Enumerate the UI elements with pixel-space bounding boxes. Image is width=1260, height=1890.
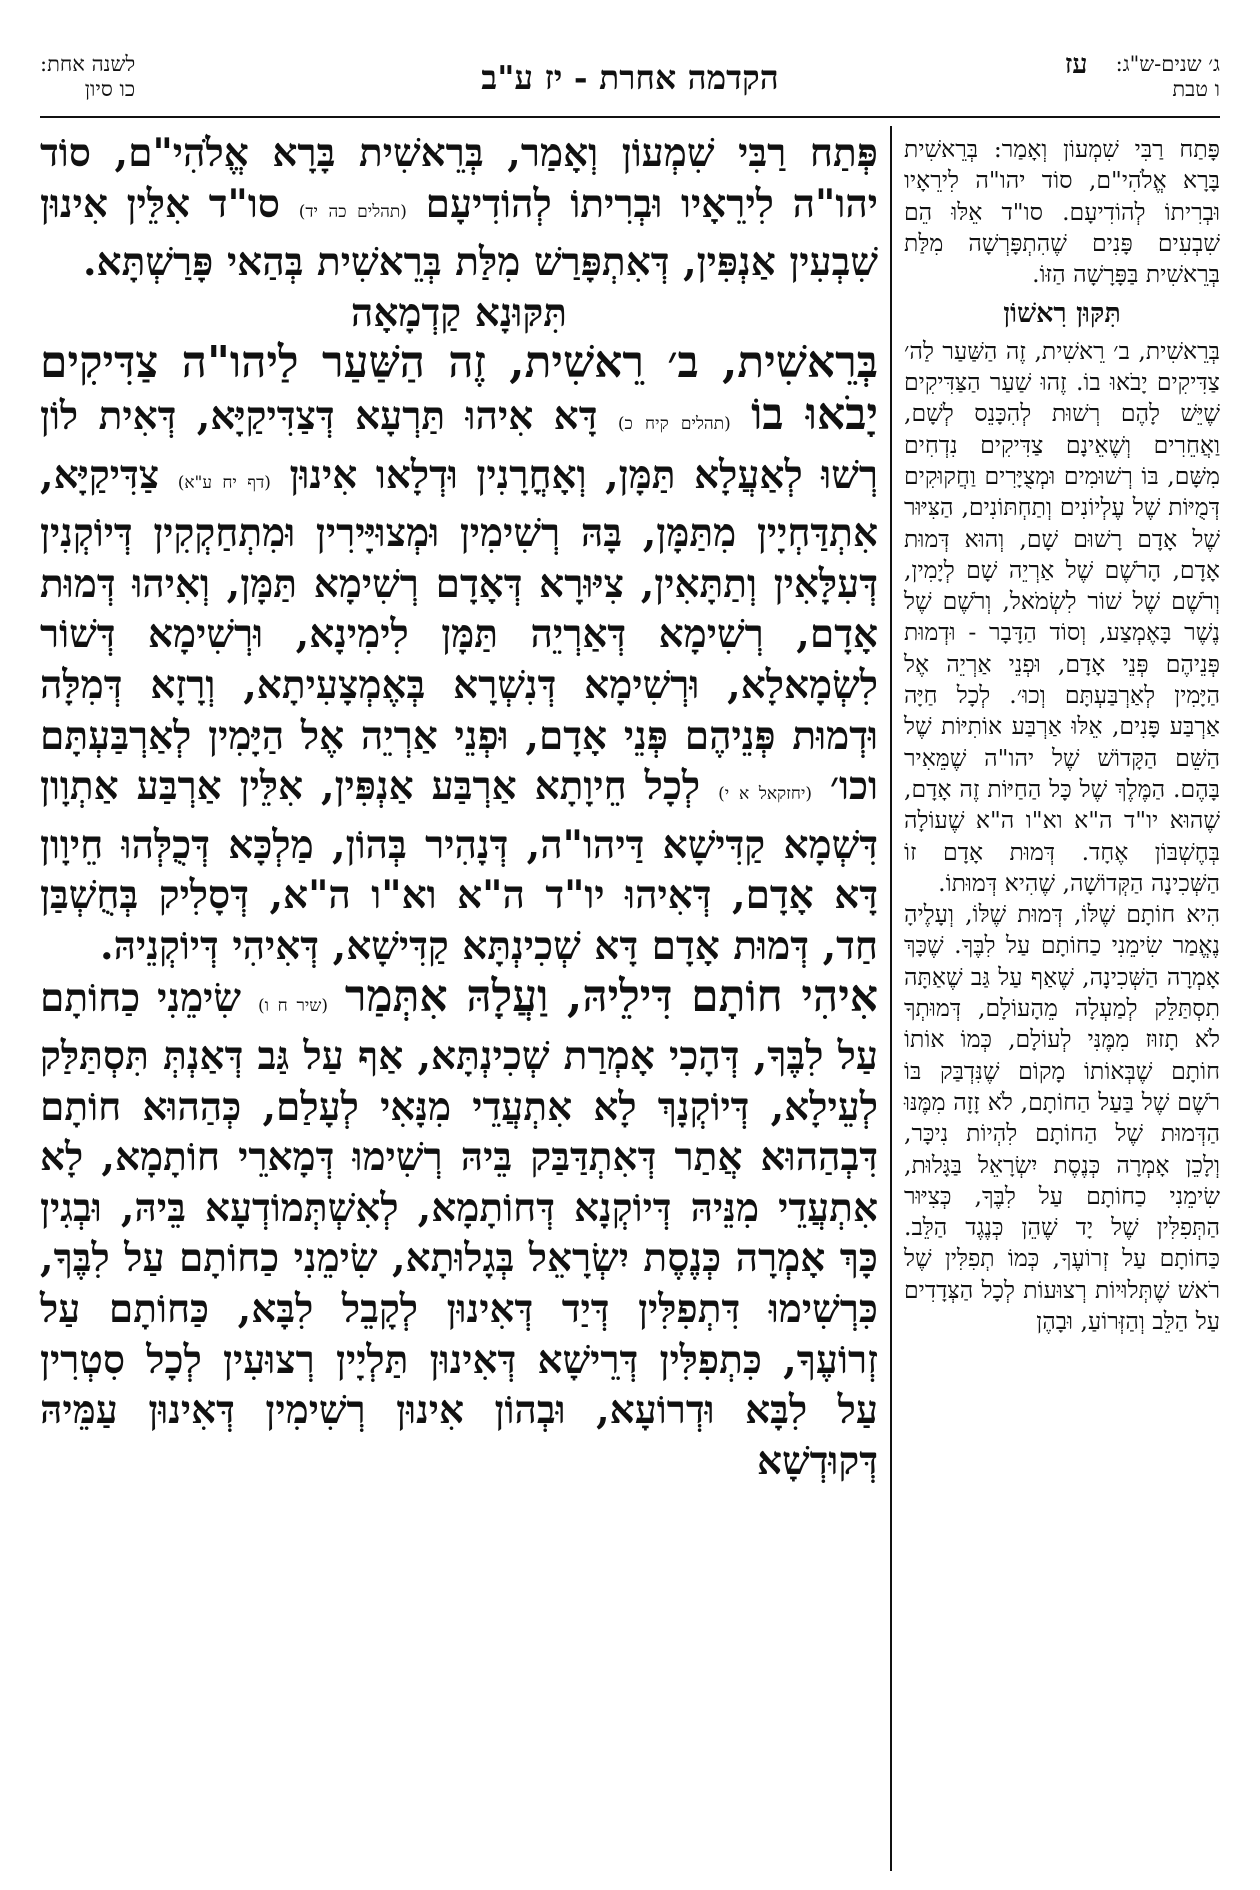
main-section-heading: תִּקּוּנָא קַדְמָאָה	[350, 289, 568, 336]
main-aramaic-column	[40, 128, 878, 1486]
source-ref: (תהלים קיח כ)	[617, 413, 731, 434]
main-paragraph-3: אִיהִי חוֹתָם דִּילֵיהּ, וַעֲלָהּ אִתְּמַר (שיר ח ו) שִׂימֵנִי כַחוֹתָם עַל לִבֶּךָ, דְּהָכִי אָמְרַת שְׁכִינְתָּא, אַף עַל גַּב דְּאַנְתְּ תִּסְתַּלַּק לְעֵילָא, דְּיוֹקְנָךְ לָא אִתְעֲדֵי מִנָּאִי לְעָלַם, כְּהַהוּא חוֹתָם דִּבְהַהוּא אֲתַר דְּאִתְדַּבַּק בֵּיהּ רְשִׁימוּ דְּמָארֵי חוֹתָמָא, לָא אִתְעֲדֵי מִנֵּיהּ דְּיוֹקְנָא דְּחוֹתָמָא, לְאִשְׁתְּמוֹדְעָא בֵּיהּ, וּבְגִין כָּךְ אָמְרָה כְּנֶסֶת יִשְׂרָאֵל בְּגָלוּתָא, שִׂימֵנִי כַחוֹתָם עַל לִבֶּךָ, כִּרְשִׁימוּ דִּתְפִלִּין דְּיַד דְּאִינוּן לְקָבֵל לִבָּא, כַּחוֹתָם עַל זְרוֹעֶךָ, כִּתְפִלִּין דְּרֵישָׁא דְּאִינוּן תַּלְיָין רְצוּעִין לְכָל סִטְרִין עַל לִבָּא וּדְרוֹעָא, וּבְהוֹן אִינוּן רְשִׁימִין דְּאִינוּן עַמֵּיהּ דְּקוּדְשָׁא	[40, 970, 879, 1484]
schedule-date: כו סיון	[84, 77, 136, 101]
page-title: הקדמה אחרת - יז ע"ב	[481, 58, 779, 97]
source-ref: (תהלים כה יד)	[298, 201, 407, 222]
schedule-label: לשנה אחת:	[40, 52, 136, 76]
page-number: עז	[1064, 49, 1088, 80]
side-paragraph-3: הִיא חוֹתָם שֶׁלּוֹ, דְּמוּת שֶׁלּוֹ, וְעָלֶיהָ נֶאֱמַר שִׂימֵנִי כַחוֹתָם עַל לִבֶּךָ. שֶׁכָּךְ אָמְרָה הַשְּׁכִינָה, שֶׁאַף עַל גַּב שֶׁאַתָּה תִסְתַּלֵּק לְמַעְלָה מֵהָעוֹלָם, דְּמוּתְךָ לֹא תָזוּז מִמֶּנִּי לְעוֹלָם, כְּמוֹ אוֹתוֹ חוֹתָם שֶׁבְּאוֹתוֹ מָקוֹם שֶׁנִּדְבַּק בּוֹ רֹשֶׁם שֶׁל בַּעַל הַחוֹתָם, לֹא זָזָה מִמֶּנּוּ הַדְּמוּת שֶׁל הַחוֹתָם לִהְיוֹת נִיכָּר, וְלָכֵן אָמְרָה כְּנֶסֶת יִשְׂרָאֵל בַּגָּלוּת, שִׂימֵנִי כַחוֹתָם עַל לִבֶּךָ, כְּצִיּוּר הַתְּפִלִּין שֶׁל יָד שֶׁהֵן כְּנֶגֶד הַלֵּב. כַּחוֹתָם עַל זְרוֹעֶךָ, כְּמוֹ תְפִלִּין שֶׁל רֹאשׁ שֶׁתְּלוּיוֹת רְצוּעוֹת לְכָל הַצְּדָדִים עַל הַלֵּב וְהַזְּרוֹעַ, וּבָהֶן	[904, 900, 1220, 1335]
study-schedule-three-years	[1064, 49, 1220, 102]
header-divider	[40, 116, 1220, 118]
source-ref: (יחזקאל א י)	[718, 784, 813, 805]
page-header	[40, 49, 1220, 112]
hebrew-translation-column	[904, 134, 1220, 1337]
side-paragraph-2: בְּרֵאשִׁית, ב׳ רֵאשִׁית, זֶה הַשַּׁעַר לַה׳ צַדִּיקִים יָבֹאוּ בוֹ. זֶהוּ שַׁעַר הַצַּדִּיקִים שֶׁיֵּשׁ לָהֶם רְשׁוּת לְהִכָּנֵס לְשָׁם, וַאֲחֵרִים וְשֶׁאֵינָם צַדִּיקִים נִדְחִים מִשָּׁם, בּוֹ רְשׁוּמִים וּמְצֻיָּרִים וַחֲקוּקִים דְּמֻיּוֹת שֶׁל עֶלְיוֹנִים וְתַחְתּוֹנִים, הַצִּיּוּר שֶׁל אָדָם רָשׁוּם שָׁם, וְהוּא דְּמוּת אָדָם, הָרֹשֶׁם שֶׁל אַרְיֵה שָׁם לְיָמִין, וְרֹשֶׁם שֶׁל שׁוֹר לִשְׂמֹאל, וְרֹשֶׁם שֶׁל נֶשֶׁר בָּאֶמְצַע, וְסוֹד הַדָּבָר - וּדְמוּת פְּנֵיהֶם פְּנֵי אָדָם, וּפְנֵי אַרְיֵה אֶל הַיָּמִין לְאַרְבַּעְתָּם וְכוּ׳. לְכָל חַיָּה אַרְבַּע פָּנִים, אֵלּוּ אַרְבַּע אוֹתִיּוֹת שֶׁל הַשֵּׁם הַקָּדוֹשׁ שֶׁל יהו"ה שֶׁמֵּאִיר בָּהֶם. הַמֶּלֶךְ שֶׁל כָּל הַחַיּוֹת זֶה אָדָם, שֶׁהוּא יו"ד ה"א וא"ו ה"א שֶׁעוֹלָה בְּחֶשְׁבּוֹן אֶחָד. דְּמוּת אָדָם זוֹ הַשְּׁכִינָה הַקְּדוֹשָׁה, שֶׁהִיא דְּמוּתוֹ.	[904, 336, 1220, 897]
side-section-heading: תִּקּוּן רִאשׁוֹן	[1003, 298, 1121, 330]
schedule-label-3y: ג׳ שנים-ש"ג:	[1115, 52, 1220, 76]
column-divider	[890, 126, 892, 1871]
side-paragraph-1: פָּתַח רַבִּי שִׁמְעוֹן וְאָמַר: בְּרֵאשִׁית בָּרָא אֱלֹהִי"ם, סוֹד יהו"ה לִירֵאָיו וּבְרִיתוֹ לְהוֹדִיעָם. סו"ד אֵלּוּ הֵם שִׁבְעִים פָּנִים שֶׁהִתְפָּרְשָׁה מִלַּת בְּרֵאשִׁית בַּפָּרָשָׁה הַזּוֹ.	[904, 135, 1220, 289]
source-ref: (שיר ח ו)	[257, 995, 328, 1016]
source-ref: (דף יח ע"א)	[177, 472, 271, 493]
main-paragraph-1: פְּתַח רַבִּי שִׁמְעוֹן וְאָמַר, בְּרֵאשִׁית בָּרָא אֱלֹהִי"ם, סוֹד יהו"ה לִירֵאָיו וּבְרִיתוֹ לְהוֹדִיעָם (תהלים כה יד) סו"ד אִלֵּין אִינוּן שִׁבְעִין אַנְפִּין, דְּאִתְפָּרַשׁ מִלַּת בְּרֵאשִׁית בְּהַאי פָּרַשְׁתָּא.	[40, 130, 879, 286]
main-paragraph-2: בְּרֵאשִׁית, ב׳ רֵאשִׁית, זֶה הַשַּׁעַר לַיהו"ה צַדִּיקִים יָבֹאוּ בוֹ (תהלים קיח כ) דָּא אִיהוּ תַּרְעָא דְּצַדִּיקַיָּא, דְּאִית לוֹן רְשׁוּ לְאַעֲלָא תַּמָּן, וְאָחֳרָנִין וּדְלָאו אִינוּן (דף יח ע"א) צַדִּיקַיָּא, אִתְדַּחְיָין מִתַּמָּן, בָּהּ רְשִׁימִין וּמְצוּיָּירִין וּמִתְחַקְקִין דְּיוֹקְנִין דְּעִלָּאִין וְתַתָּאִין, צִיּוּרָא דְּאָדָם רְשִׁימָא תַּמָּן, וְאִיהוּ דְּמוּת אָדָם, רְשִׁימָא דְּאַרְיֵה תַּמָּן לִימִינָא, וּרְשִׁימָא דְּשׁוֹר לִשְׂמָאלָא, וּרְשִׁימָא דְּנִשְׁרָא בְּאֶמְצָעִיתָא, וְרָזָא דְּמִלָּה וּדְמוּת פְּנֵיהֶם פְּנֵי אָדָם, וּפְנֵי אַרְיֵה אֶל הַיָּמִין לְאַרְבַּעְתָּם וכו׳ (יחזקאל א י) לְכָל חֵיוָתָא אַרְבַּע אַנְפִּין, אִלֵּין אַרְבַּע אַתְוָון דִּשְׁמָא קַדִּישָׁא דַּיהו"ה, דְּנָהִיר בְּהוֹן, מַלְכָּא דְּכֻלְּהוּ חֵיוָון דָּא אָדָם, דְּאִיהוּ יו"ד ה"א וא"ו ה"א, דְּסָלִיק בְּחֻשְׁבַּן חַד, דְּמוּת אָדָם דָּא שְׁכִינְתָּא קַדִּישָׁא, דְּאִיהִי דְּיוֹקְנֵיהּ.	[40, 337, 879, 969]
schedule-date-3y: ו טבת	[1172, 77, 1220, 101]
